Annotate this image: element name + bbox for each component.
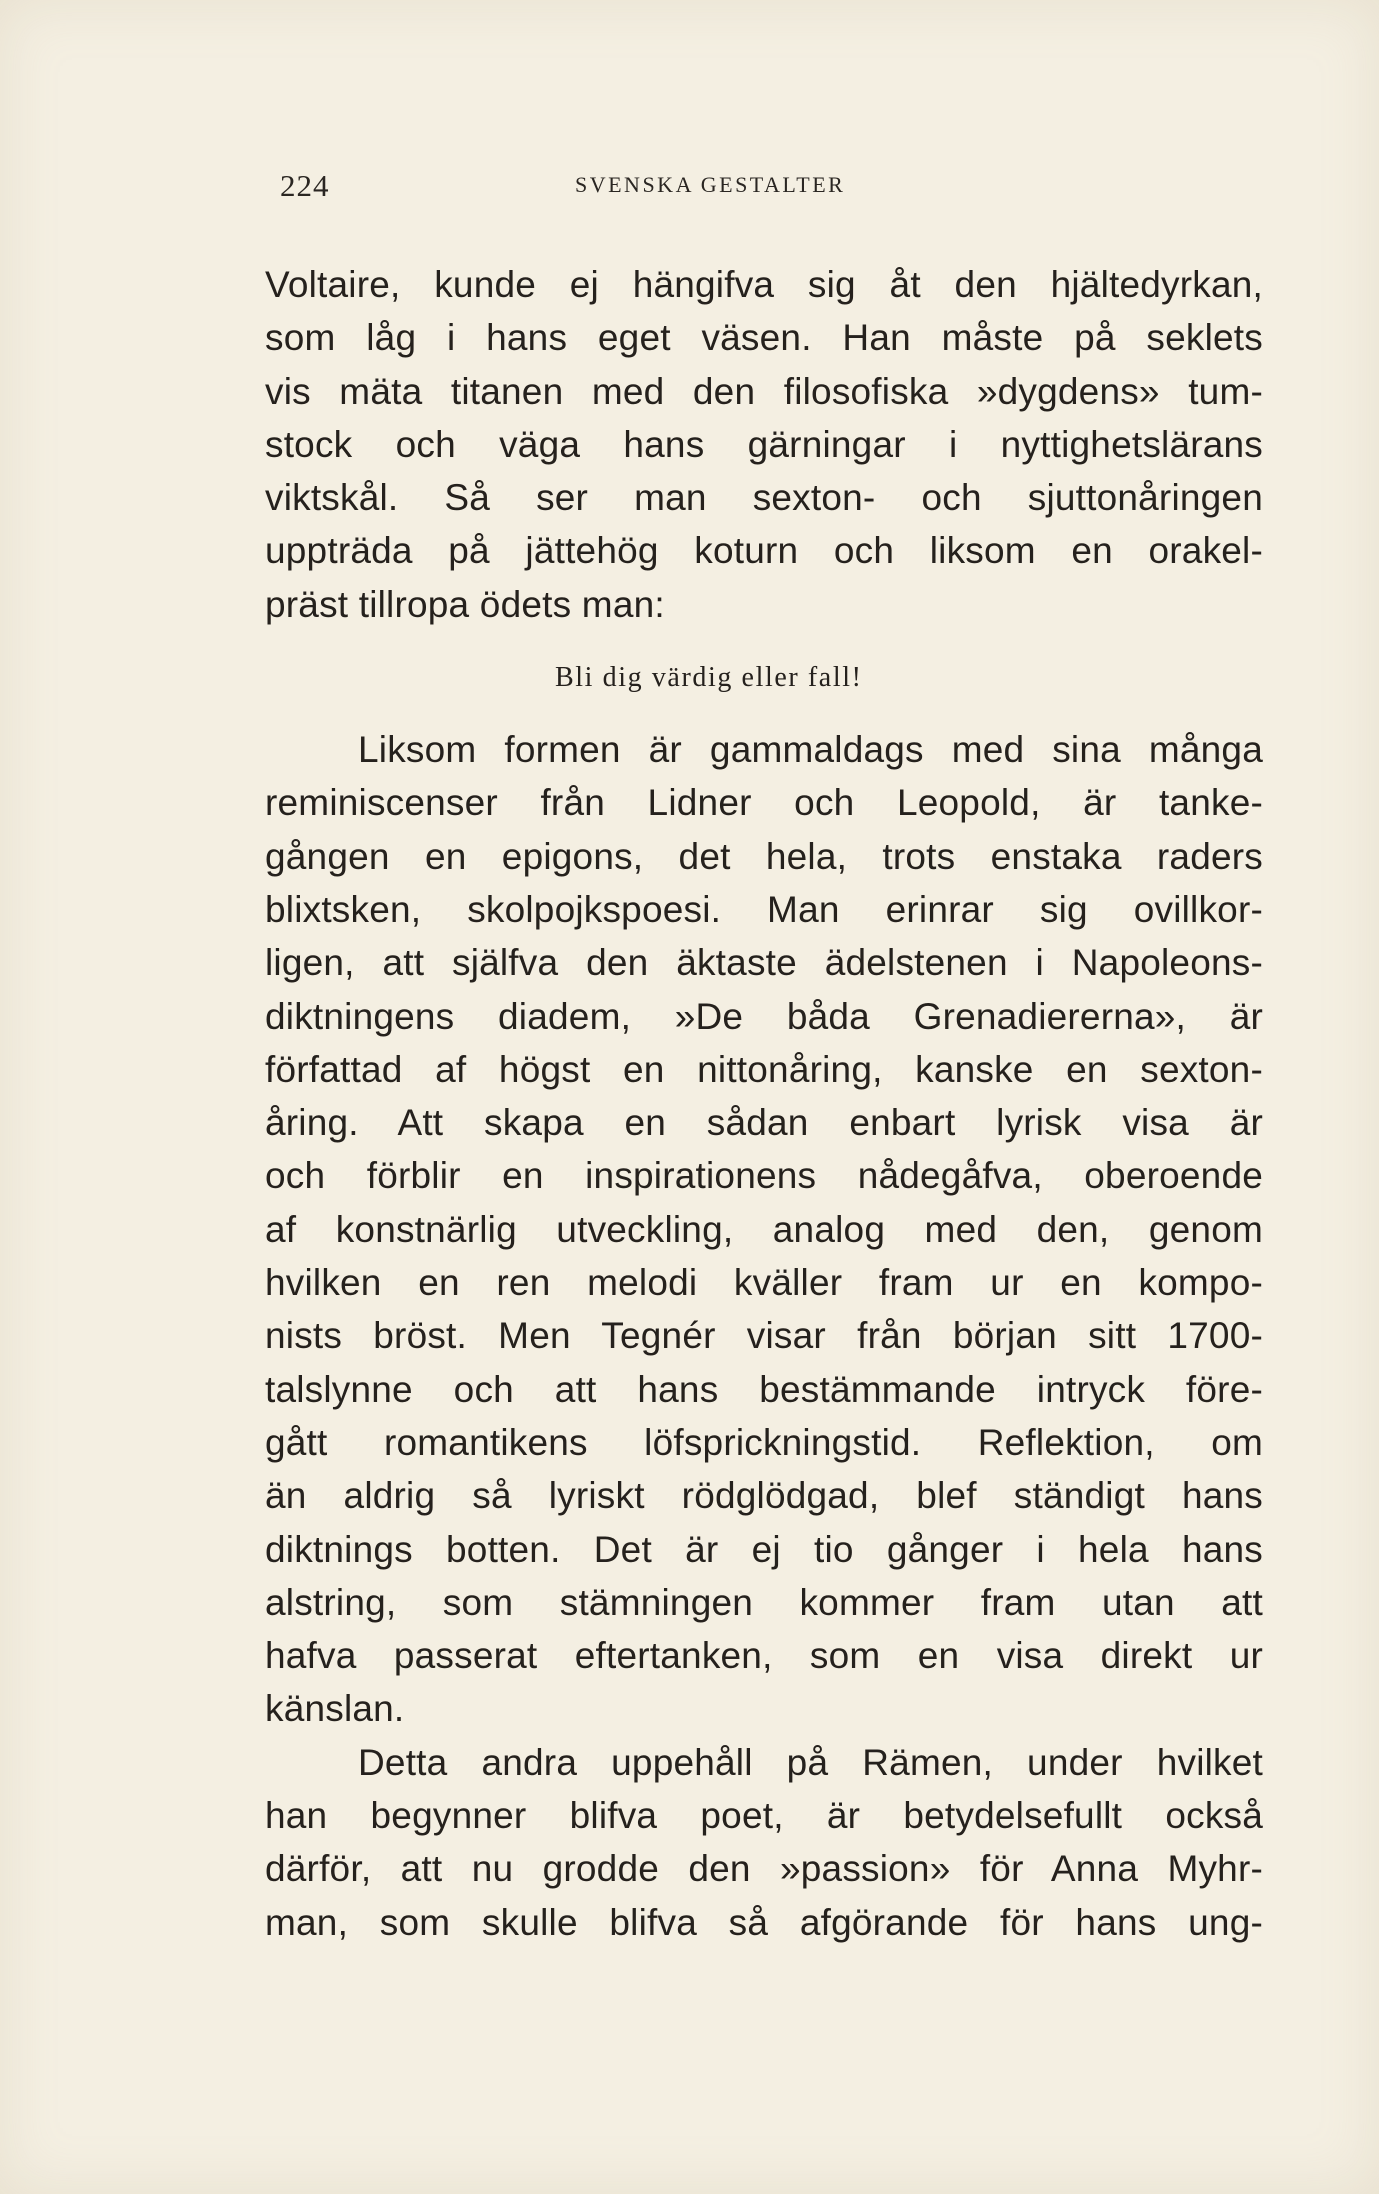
text-line: han begynner blifva poet, är betydelsefullt också	[265, 1795, 1263, 1837]
text-line: man, som skulle blifva så afgörande för hans ung-	[265, 1901, 1263, 1943]
text-line: känslan.	[265, 1688, 405, 1730]
text-line: Voltaire, kunde ej hängifva sig åt den hjältedyrkan,	[265, 264, 1263, 305]
text-line: blixtsken, skolpojkspoesi. Man erinrar sig ovillkor-	[265, 888, 1263, 930]
text-line: diktnings botten. Det är ej tio gånger i hela hans	[265, 1528, 1263, 1570]
text-line: hafva passerat eftertanken, som en visa direkt ur	[265, 1635, 1263, 1677]
body-text	[265, 258, 1263, 1949]
text-line: författad af högst en nittonåring, kanske en sexton-	[265, 1048, 1263, 1090]
text-line: alstring, som stämningen kommer fram utan att	[265, 1581, 1263, 1623]
page-number: 224	[280, 168, 330, 203]
text-line: nists bröst. Men Tegnér visar från början sitt 1700-	[265, 1315, 1263, 1357]
text-line: gången en epigons, det hela, trots enstaka raders	[265, 835, 1263, 877]
text-line: talslynne och att hans bestämmande intryck före-	[265, 1368, 1263, 1410]
text-line: uppträda på jättehög koturn och liksom en orakel-	[265, 530, 1263, 572]
text-line: därför, att nu grodde den »passion» för Anna Myhr-	[265, 1848, 1263, 1890]
quoted-motto: Bli dig värdig eller fall!	[555, 662, 863, 694]
text-line: gått romantikens löfsprickningstid. Reflektion, om	[265, 1421, 1263, 1463]
text-line: reminiscenser från Lidner och Leopold, är tanke-	[265, 782, 1263, 824]
text-line: än aldrig så lyriskt rödglödgad, blef ständigt hans	[265, 1475, 1263, 1517]
text-line: och förblir en inspirationens nådegåfva, oberoende	[265, 1155, 1263, 1197]
page-header	[280, 168, 980, 208]
text-line: af konstnärlig utveckling, analog med den, genom	[265, 1208, 1263, 1250]
text-line: Detta andra uppehåll på Rämen, under hvilket	[358, 1741, 1263, 1783]
running-title: SVENSKA GESTALTER	[575, 172, 846, 197]
text-line: präst tillropa ödets man:	[265, 583, 665, 625]
text-line: Liksom formen är gammaldags med sina många	[358, 729, 1263, 771]
text-line: vis mäta titanen med den filosofiska »dygdens» tum-	[265, 370, 1263, 412]
text-line: som låg i hans eget väsen. Han måste på seklets	[265, 317, 1263, 359]
text-line: ligen, att själfva den äktaste ädelstenen i Napoleons-	[265, 942, 1263, 984]
text-line: hvilken en ren melodi kväller fram ur en kompo-	[265, 1262, 1263, 1304]
text-line: viktskål. Så ser man sexton- och sjuttonåringen	[265, 477, 1263, 519]
text-line: stock och väga hans gärningar i nyttighetslärans	[265, 423, 1263, 465]
text-line: diktningens diadem, »De båda Grenadiererna», är	[265, 995, 1263, 1037]
text-line: åring. Att skapa en sådan enbart lyrisk visa är	[265, 1102, 1263, 1144]
